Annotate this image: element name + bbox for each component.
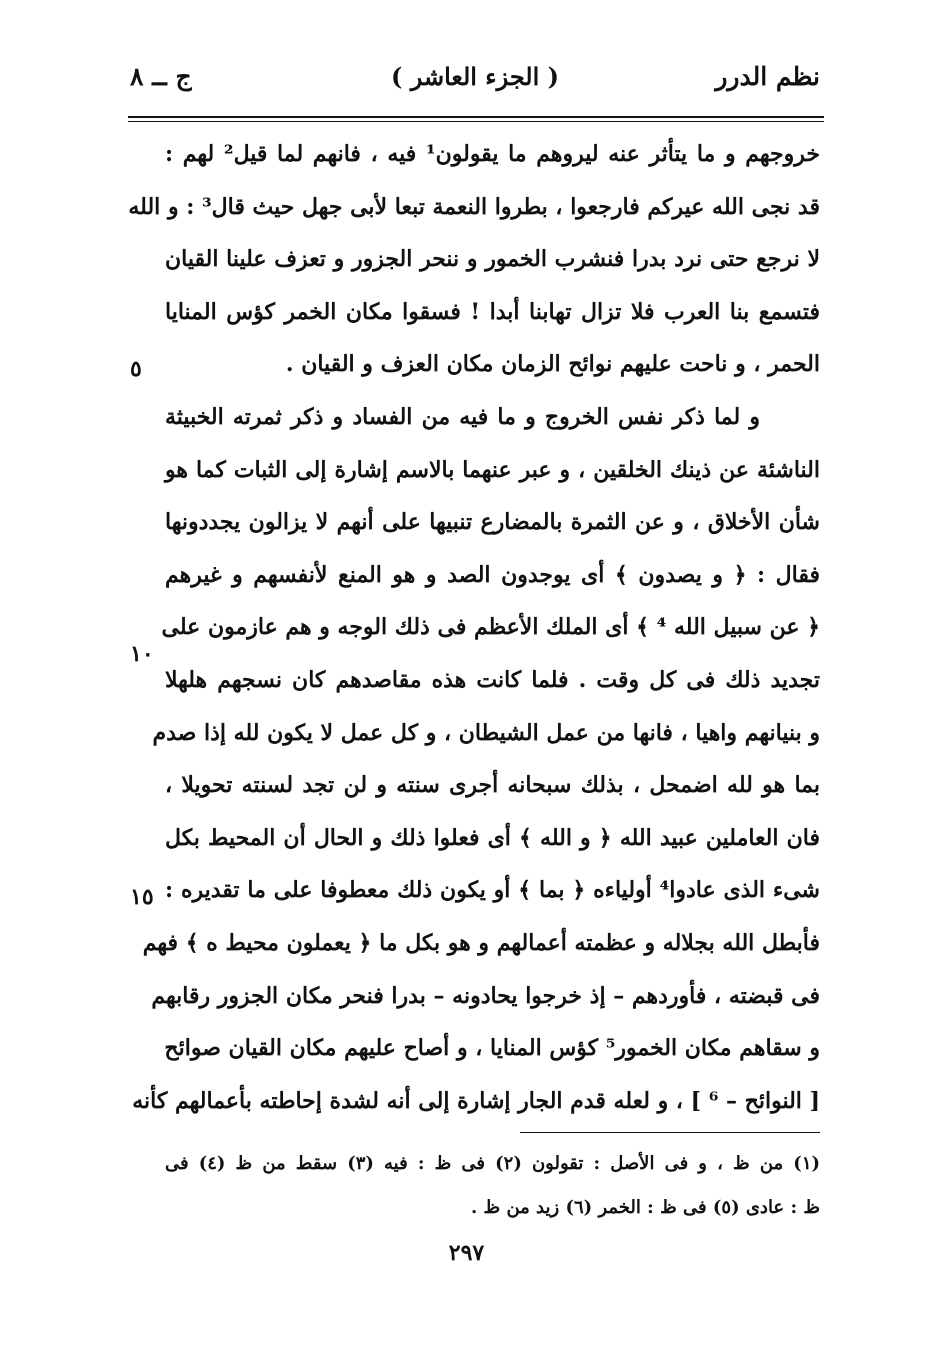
- text-line: فتسمع بنا العرب فلا تزال تهابنا أبدا ! فسقوا مكان الخمر كؤس المنايا: [165, 298, 820, 325]
- text-line: و بنيانهم واهيا ، فانها من عمل الشيطان ، و كل عمل لا يكون لله إذا صدم: [152, 719, 820, 746]
- text-line: لا نرجع حتى نرد بدرا فنشرب الخمور و ننحر الجزور و تعزف علينا القيان: [165, 246, 820, 273]
- text-line: فقال : ﴿ و يصدون ﴾ أى يوجدون الصد و هو المنع لأنفسهم و غيرهم: [165, 561, 820, 588]
- text-line: تجديد ذلك فى كل وقت . فلما كانت هذه مقاصدهم كان نسجهم هلهلا: [165, 666, 820, 693]
- text-line: و سقاهم مكان الخمور⁵ كؤس المنايا ، و أصاح عليهم مكان القيان صوائح: [164, 1035, 820, 1062]
- text-line: و لما ذكر نفس الخروج و ما فيه من الفساد و ذكر ثمرته الخبيثة: [165, 403, 760, 430]
- line-number-10: ١٠: [130, 641, 154, 667]
- volume-label: ج ــ ٨: [130, 62, 192, 91]
- text-line: الحمر ، و ناحت عليهم نوائح الزمان مكان العزف و القيان .: [285, 351, 820, 378]
- part-title: ( الجزء العاشر ): [391, 62, 559, 91]
- footnote-rule: [520, 1132, 820, 1133]
- text-line: قد نجى الله عيركم فارجعوا ، بطروا النعمة تبعا لأبى جهل حيث قال³ : و الله: [128, 193, 820, 220]
- header-rule: [128, 116, 824, 118]
- text-line: الناشئة عن ذينك الخلقين ، و عبر عنهما بالاسم إشارة إلى الثبات كما هو: [165, 456, 820, 483]
- text-line: فأبطل الله بجلاله و عظمته أعمالهم و هو بكل ما ﴿ يعملون محيط ه ﴾ فهم: [142, 929, 820, 956]
- footnotes: [165, 1142, 820, 1230]
- text-line: شىء الذى عادوا⁴ أولياءه ﴿ بما ﴾ أو يكون ذلك معطوفا على ما تقديره :: [165, 877, 820, 904]
- text-line: شأن الأخلاق ، و عن الثمرة بالمضارع تنبيها على أنهم لا يزالون يجددونها: [165, 509, 820, 536]
- text-line: ﴿ عن سبيل الله ⁴ ﴾ أى الملك الأعظم فى ذلك الوجه و هم عازمون على: [161, 614, 820, 641]
- line-number-5: ٥: [130, 356, 142, 382]
- book-title: نظم الدرر: [715, 62, 820, 91]
- line-number-15: ١٥: [130, 884, 154, 910]
- page-number: ٢٩٧: [448, 1240, 485, 1266]
- header-rule-thin: [128, 121, 824, 122]
- running-header: [130, 62, 820, 102]
- text-line: فى قبضته ، فأوردهم – إذ خرجوا يحادونه – بدرا فنحر مكان الجزور رقابهم: [151, 982, 820, 1009]
- text-line: خروجهم و ما يتأثر عنه ليروهم ما يقولون¹ فيه ، فانهم لما قيل² لهم :: [165, 141, 820, 167]
- text-line: بما هو لله اضمحل ، بذلك سبحانه أجرى سنته و لن تجد لسنته تحويلا ،: [165, 772, 820, 799]
- text-line: [ النوائح – ⁶ ] ، و لعله قدم الجار إشارة إلى أنه لشدة إحاطته بأعمالهم كأنه: [132, 1087, 820, 1114]
- footnote-line: ظ : عادى (٥) فى ظ : الخمر (٦) زيد من ظ .: [471, 1197, 820, 1218]
- text-line: فان العاملين عبيد الله ﴿ و الله ﴾ أى فعلوا ذلك و الحال أن المحيط بكل: [165, 824, 820, 851]
- footnote-line: (١) من ظ ، و فى الأصل : تقولون (٢) فى ظ : فيه (٣) سقط من ظ (٤) فى: [165, 1153, 821, 1174]
